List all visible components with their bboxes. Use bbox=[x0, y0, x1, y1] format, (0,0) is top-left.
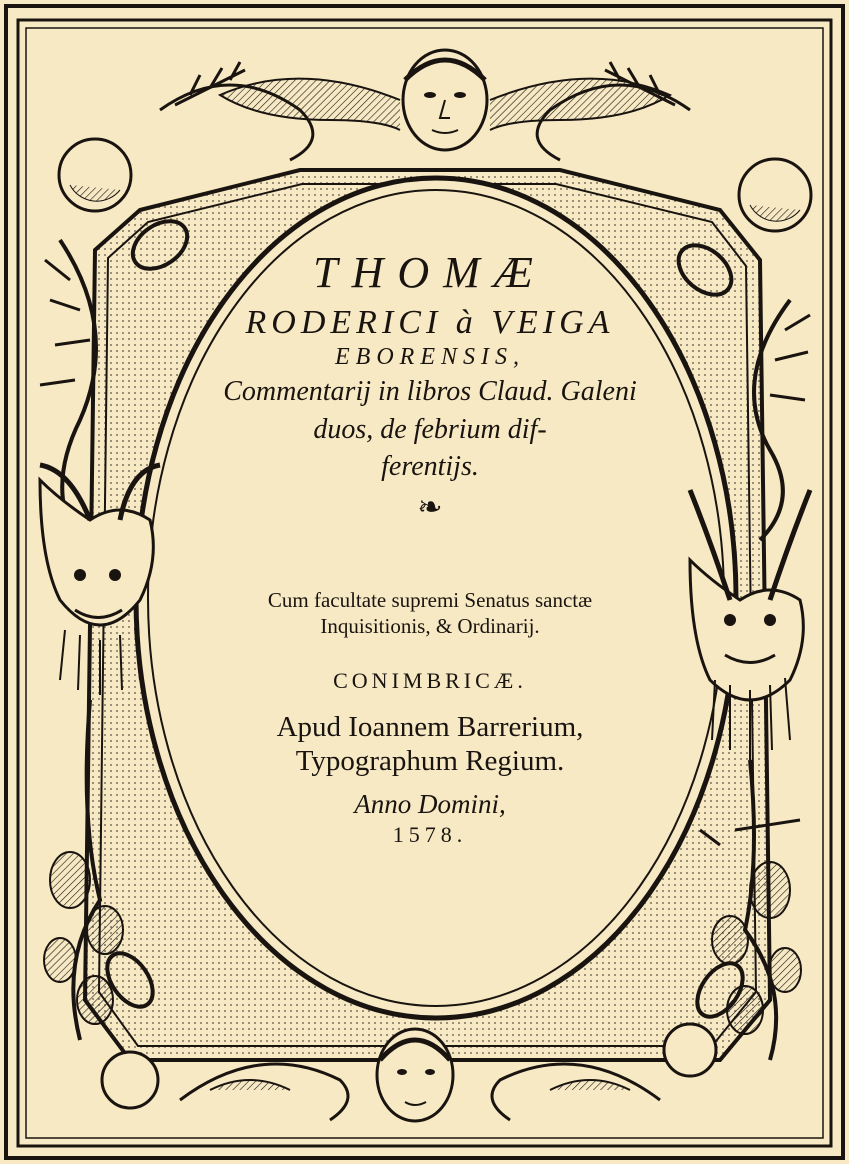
author-origin: EBORENSIS, bbox=[335, 343, 525, 370]
place-of-printing: CONIMBRICÆ. bbox=[333, 667, 527, 693]
title-text bbox=[170, 240, 690, 848]
fleuron-icon: ❧ bbox=[417, 490, 443, 526]
author-surname: RODERICI à VEIGA bbox=[245, 303, 615, 341]
permission-line-1: Cum facultate supremi Senatus sanctæ bbox=[267, 588, 593, 613]
work-title-line-1: Commentarij in libros Claud. Galeni bbox=[223, 376, 637, 408]
publication-year: 1578. bbox=[392, 822, 468, 848]
bottom-cherub-head bbox=[377, 1029, 453, 1121]
printer-line-2: Typographum Regium. bbox=[295, 745, 565, 778]
top-cherub-head bbox=[220, 50, 670, 150]
work-title-line-2: duos, de febrium dif- bbox=[313, 413, 547, 445]
permission-line-2: Inquisitionis, & Ordinarij. bbox=[320, 614, 540, 639]
work-title-line-3: ferentijs. bbox=[381, 451, 479, 483]
anno-domini: Anno Domini, bbox=[354, 789, 506, 820]
printer-line-1: Apud Ioannem Barrerium, bbox=[276, 710, 584, 743]
author-first-name: THOMÆ bbox=[313, 248, 547, 297]
